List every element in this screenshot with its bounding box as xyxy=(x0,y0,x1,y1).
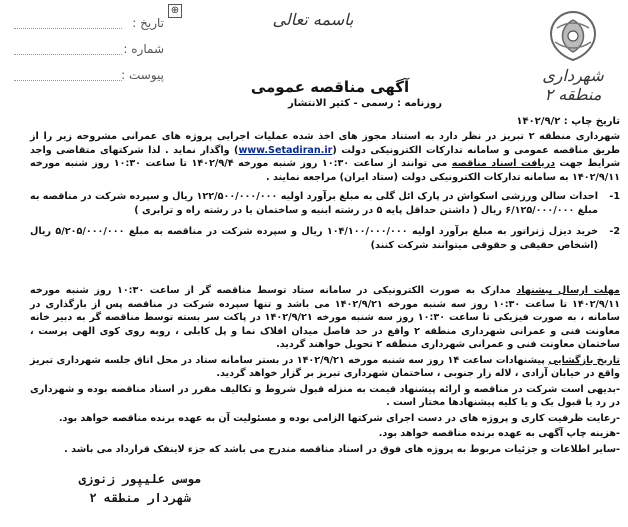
item-number: 2- xyxy=(609,226,620,237)
attachment-label: پیوست : xyxy=(121,68,164,82)
date-line xyxy=(14,28,122,29)
letter-fields xyxy=(14,14,164,92)
intro-text-2: ) واگذار نماید . لذا شرکتهای متقاضی واجد شرایط جهت xyxy=(30,144,621,169)
note-underlined: مهلت ارسال پیشنهاد xyxy=(516,285,620,296)
note-text: -سایر اطلاعات و جزئیات مربوط به پروژه های فوق در اسناد مناقصه مندرج می باشد که جزء لاینفک قرارداد می باشد . xyxy=(64,443,620,455)
item-text: خرید دیزل ژنراتور به مبلغ برآورد اولیه ۱۰۴/۱۰۰/۰۰۰/۰۰۰ ریال و سپرده شرکت در مناقصه به مبلغ ۵/۲۰۵/۰۰۰/۰۰۰ ریال (اشخاص حقیقی و حقوقی میتوانند شرکت کنند) xyxy=(30,226,598,251)
intro-paragraph xyxy=(30,130,620,184)
note-paragraph xyxy=(30,284,620,352)
list-item xyxy=(30,225,620,252)
notes-section xyxy=(30,284,620,458)
logo-text: شهرداری منطقه ۲ xyxy=(542,66,604,104)
note-text: -رعایت ظرفیت کاری و پروژه های در دست اجرای شرکتها الزامی بوده و مسئولیت آن به عهده برنده مناقصه خواهد بود. xyxy=(58,412,620,424)
attachment-line xyxy=(14,80,122,81)
logo-emblem-icon xyxy=(543,8,603,64)
note-paragraph xyxy=(30,443,620,457)
intro-text-1: شهرداری منطقه ۲ تبریز در نظر دارد به استناد مجوز های اخذ شده عملیات اجرایی پروژه های عمرانی مشروحه زیر را از طریق مناقصه عمومی و سامانه تدارکات الکترونیکی دولت ( xyxy=(30,131,621,156)
attachment-field xyxy=(14,66,164,92)
number-label: شماره : xyxy=(123,42,164,56)
setadiran-link[interactable]: www.Setadiran.ir xyxy=(238,144,333,156)
notice-title: آگهی مناقصه عمومی xyxy=(250,78,410,96)
number-line xyxy=(14,54,122,55)
date-label: تاریخ : xyxy=(132,16,164,30)
note-paragraph xyxy=(30,412,620,426)
signatory-role: شهردار منطقه ۲ xyxy=(89,491,191,505)
intro-underlined: دریافت اسناد مناقصه xyxy=(451,158,556,169)
intro-text-3: می توانند از ساعت ۱۰:۳۰ روز شنبه مورخه ۱۴۰۲/۹/۴ تا ساعت ۱۰:۳۰ روز شنبه مورخه ۱۴۰۲/۹/۱۱ به سامانه تدارکات الکترونیکی دولت (ستاد ایران) مراجعه نمایند . xyxy=(30,158,620,183)
number-field xyxy=(14,40,164,66)
bismillah-heading: باسمه تعالی xyxy=(272,10,354,29)
note-text: مدارک به صورت الکترونیکی در سامانه ستاد توسط مناقصه گر از ساعت ۱۰:۳۰ روز شنبه مورخه ۱۴۰۲/۹/۱۱ تا ساعت ۱۰:۳۰ روز سه شنبه مورخه ۱۴۰۲/۹/۲۱ می باشد و تنها سپرده شرکت در مناقصه پس از بارگذاری در سامانه ، به صورت فیزیکی تا ساعت ۱۰:۳۰ روز سه شنبه مورخه ۱۴۰۲/۹/۲۱ در پاکت سر بسته توسط مناقصه گر به دبیر خانه معاونت فنی و عمرانی شهرداری منطقه ۲ واقع در حد فاصل میدان افلاک نما و پل کابلی ، روبه روی کوی الهی پرست ، ساختمان معاونت فنی و عمرانی شهرداری منطقه ۲ تحویل خواهند گردید. xyxy=(30,285,620,350)
note-text: -هزینه چاپ آگهی به عهده برنده مناقصه خواهد بود. xyxy=(378,428,620,439)
note-paragraph xyxy=(30,354,620,381)
note-text: -بدیهی است شرکت در مناقصه و ارائه پیشنهاد قیمت به منزله قبول شروط و تکالیف مقرر در اسناد مناقصه بوده و شهرداری در رد یا قبول یک و یا کلیه پیشنهادها مختار است . xyxy=(30,383,620,408)
note-paragraph xyxy=(30,383,620,410)
signature-block xyxy=(70,470,210,508)
item-number: 1- xyxy=(609,191,620,202)
note-text: پیشنهادات ساعت ۱۴ روز سه شنبه مورخه ۱۴۰۲/۹/۲۱ در بستر سامانه ستاد در محل اتاق جلسه شهرداری تبریز واقع در خیابان آزادی ، لاله زار جنوبی ، ساختمان شهرداری تبریز بر گزار خواهد گردید. xyxy=(30,354,620,379)
note-underlined: تاریخ بازگشایی xyxy=(548,354,620,366)
municipality-logo xyxy=(531,8,615,104)
newspaper-line: روزنامه : رسمی - کثیر الانتشار xyxy=(287,98,442,109)
item-text: احداث سالن ورزشی اسکواش در پارک ائل گلی به مبلغ برآورد اولیه ۱۲۲/۵۰۰/۰۰۰/۰۰۰ ریال و سپرده شرکت در مناقصه به مبلغ ۶/۱۲۵/۰۰۰/۰۰۰ ریال ( داشتن حداقل پایه ۵ در رشته ابنیه و ساختمان یا در رشته راه و ترابری ) xyxy=(30,191,598,216)
date-field xyxy=(14,14,164,40)
print-date: تاریخ چاپ : ۱۴۰۲/۹/۲ xyxy=(516,116,620,127)
move-handle-icon[interactable]: ⊕ xyxy=(168,4,182,18)
note-paragraph xyxy=(30,427,620,441)
signatory-name: موسی علیپور زنوزی xyxy=(78,472,202,486)
project-items xyxy=(30,190,620,260)
list-item xyxy=(30,190,620,217)
